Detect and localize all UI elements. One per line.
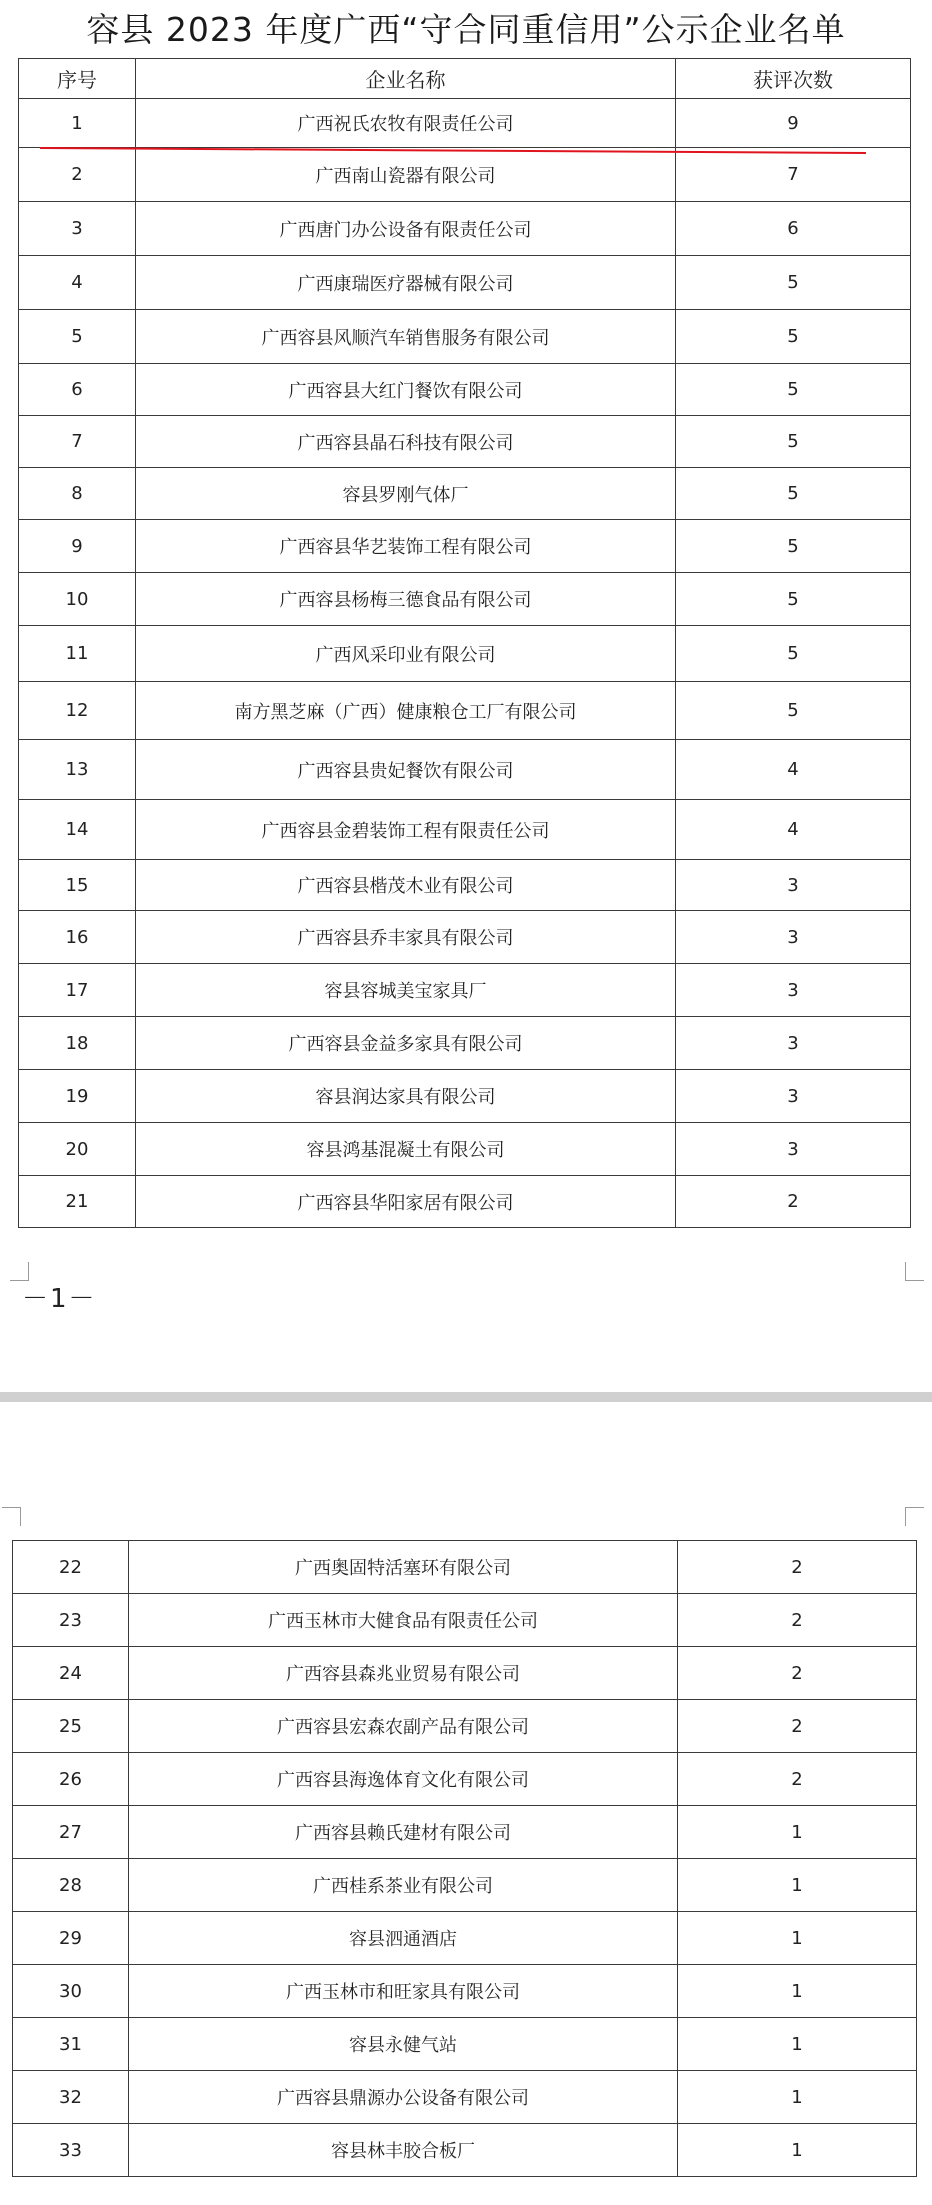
row-index: 20 (19, 1123, 136, 1176)
company-name: 广西容县金益多家具有限公司 (136, 1017, 676, 1070)
table-row (19, 364, 911, 416)
row-index: 3 (19, 202, 136, 256)
table-row (13, 1700, 917, 1753)
company-name: 广西容县华阳家居有限公司 (136, 1176, 676, 1228)
company-name: 广西容县风顺汽车销售服务有限公司 (136, 310, 676, 364)
award-count: 1 (678, 2018, 917, 2071)
award-count: 5 (676, 468, 911, 520)
award-count: 5 (676, 256, 911, 310)
row-index: 18 (19, 1017, 136, 1070)
award-count: 3 (676, 964, 911, 1017)
row-index: 17 (19, 964, 136, 1017)
award-count: 5 (676, 520, 911, 573)
company-name: 广西容县华艺装饰工程有限公司 (136, 520, 676, 573)
row-index: 13 (19, 740, 136, 800)
award-count: 1 (678, 1912, 917, 1965)
table-row (19, 416, 911, 468)
row-index: 24 (13, 1647, 129, 1700)
award-count: 3 (676, 911, 911, 964)
table-row (19, 1070, 911, 1123)
company-name: 容县林丰胶合板厂 (129, 2124, 678, 2177)
table-row (13, 1912, 917, 1965)
award-count: 5 (676, 310, 911, 364)
row-index: 30 (13, 1965, 129, 2018)
award-count: 3 (676, 1070, 911, 1123)
page-corner-mark (2, 1507, 21, 1526)
table-row (19, 1017, 911, 1070)
table-row (19, 1176, 911, 1228)
table-header-row (19, 59, 911, 99)
company-name: 容县容城美宝家具厂 (136, 964, 676, 1017)
row-index: 10 (19, 573, 136, 626)
award-count: 4 (676, 740, 911, 800)
row-index: 27 (13, 1806, 129, 1859)
page-title: 容县 2023 年度广西“守合同重信用”公示企业名单 (86, 10, 846, 49)
row-index: 14 (19, 800, 136, 860)
row-index: 25 (13, 1700, 129, 1753)
company-name: 广西奥固特活塞环有限公司 (129, 1541, 678, 1594)
table-row (13, 1541, 917, 1594)
row-index: 32 (13, 2071, 129, 2124)
table-row (13, 1859, 917, 1912)
company-name: 广西容县宏森农副产品有限公司 (129, 1700, 678, 1753)
column-header-index: 序号 (19, 59, 136, 99)
table-row (19, 682, 911, 740)
row-index: 9 (19, 520, 136, 573)
award-count: 3 (676, 1017, 911, 1070)
row-index: 19 (19, 1070, 136, 1123)
table-row (13, 1965, 917, 2018)
table-row (13, 2071, 917, 2124)
award-count: 7 (676, 148, 911, 202)
company-name: 广西容县海逸体育文化有限公司 (129, 1753, 678, 1806)
row-index: 29 (13, 1912, 129, 1965)
table-row (19, 256, 911, 310)
column-header-count: 获评次数 (676, 59, 911, 99)
table-row (13, 1806, 917, 1859)
company-name: 广西风采印业有限公司 (136, 626, 676, 682)
award-count: 1 (678, 2124, 917, 2177)
table-row (13, 1647, 917, 1700)
award-count: 2 (676, 1176, 911, 1228)
award-count: 1 (678, 2071, 917, 2124)
row-index: 2 (19, 148, 136, 202)
page-separator (0, 1392, 932, 1402)
award-count: 1 (678, 1806, 917, 1859)
table-row (19, 740, 911, 800)
table-row (19, 310, 911, 364)
row-index: 26 (13, 1753, 129, 1806)
award-count: 1 (678, 1859, 917, 1912)
company-name: 广西容县乔丰家具有限公司 (136, 911, 676, 964)
company-name: 广西容县森兆业贸易有限公司 (129, 1647, 678, 1700)
company-name: 南方黑芝麻（广西）健康粮仓工厂有限公司 (136, 682, 676, 740)
company-name: 广西容县赖氏建材有限公司 (129, 1806, 678, 1859)
company-name: 广西容县金碧装饰工程有限责任公司 (136, 800, 676, 860)
table-row (13, 1594, 917, 1647)
award-count: 3 (676, 860, 911, 911)
row-index: 5 (19, 310, 136, 364)
row-index: 31 (13, 2018, 129, 2071)
award-count: 2 (678, 1594, 917, 1647)
company-name: 广西唐门办公设备有限责任公司 (136, 202, 676, 256)
table-row (19, 626, 911, 682)
award-count: 2 (678, 1541, 917, 1594)
award-count: 2 (678, 1647, 917, 1700)
company-name: 容县鸿基混凝土有限公司 (136, 1123, 676, 1176)
company-name: 广西容县贵妃餐饮有限公司 (136, 740, 676, 800)
row-index: 6 (19, 364, 136, 416)
enterprise-table-page1 (18, 58, 911, 1228)
table-row (19, 911, 911, 964)
table-row (13, 1753, 917, 1806)
table-row (19, 99, 911, 148)
table-row (19, 1123, 911, 1176)
row-index: 1 (19, 99, 136, 148)
award-count: 1 (678, 1965, 917, 2018)
company-name: 广西容县楷茂木业有限公司 (136, 860, 676, 911)
page-corner-mark (905, 1262, 924, 1281)
table-row (19, 148, 911, 202)
company-name: 广西容县杨梅三德食品有限公司 (136, 573, 676, 626)
company-name: 容县永健气站 (129, 2018, 678, 2071)
table-row (19, 964, 911, 1017)
award-count: 5 (676, 682, 911, 740)
company-name: 广西祝氏农牧有限责任公司 (136, 99, 676, 148)
row-index: 33 (13, 2124, 129, 2177)
table-row (19, 860, 911, 911)
page-number: －1－ (22, 1284, 97, 1314)
company-name: 广西康瑞医疗器械有限公司 (136, 256, 676, 310)
company-name: 广西容县大红门餐饮有限公司 (136, 364, 676, 416)
table-row (19, 800, 911, 860)
award-count: 9 (676, 99, 911, 148)
table-row (19, 202, 911, 256)
award-count: 2 (678, 1753, 917, 1806)
table-row (13, 2124, 917, 2177)
row-index: 8 (19, 468, 136, 520)
row-index: 16 (19, 911, 136, 964)
table-row (19, 573, 911, 626)
award-count: 2 (678, 1700, 917, 1753)
column-header-company: 企业名称 (136, 59, 676, 99)
row-index: 4 (19, 256, 136, 310)
company-name: 容县泗通酒店 (129, 1912, 678, 1965)
award-count: 3 (676, 1123, 911, 1176)
row-index: 11 (19, 626, 136, 682)
row-index: 12 (19, 682, 136, 740)
company-name: 广西桂系茶业有限公司 (129, 1859, 678, 1912)
award-count: 6 (676, 202, 911, 256)
award-count: 4 (676, 800, 911, 860)
company-name: 容县润达家具有限公司 (136, 1070, 676, 1123)
award-count: 5 (676, 573, 911, 626)
table-row (13, 2018, 917, 2071)
company-name: 广西玉林市大健食品有限责任公司 (129, 1594, 678, 1647)
award-count: 5 (676, 364, 911, 416)
row-index: 28 (13, 1859, 129, 1912)
company-name: 广西容县晶石科技有限公司 (136, 416, 676, 468)
row-index: 23 (13, 1594, 129, 1647)
company-name: 广西容县鼎源办公设备有限公司 (129, 2071, 678, 2124)
award-count: 5 (676, 416, 911, 468)
row-index: 22 (13, 1541, 129, 1594)
table-row (19, 468, 911, 520)
row-index: 21 (19, 1176, 136, 1228)
company-name: 广西玉林市和旺家具有限公司 (129, 1965, 678, 2018)
enterprise-table-page2 (12, 1540, 917, 2177)
row-index: 7 (19, 416, 136, 468)
row-index: 15 (19, 860, 136, 911)
page-corner-mark (905, 1507, 924, 1526)
table-row (19, 520, 911, 573)
company-name: 容县罗刚气体厂 (136, 468, 676, 520)
company-name: 广西南山瓷器有限公司 (136, 148, 676, 202)
award-count: 5 (676, 626, 911, 682)
